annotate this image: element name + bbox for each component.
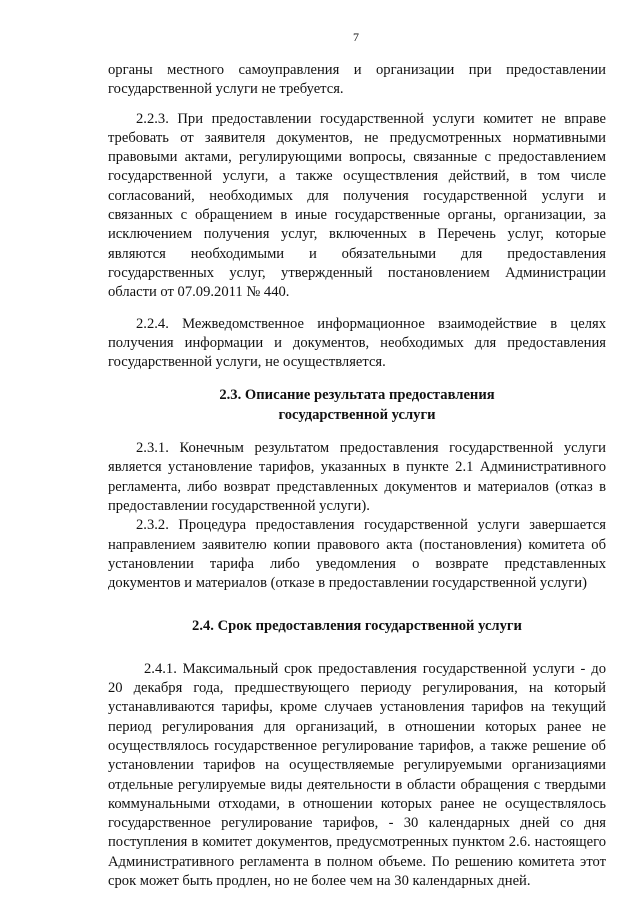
paragraph-2-4-1: 2.4.1. Максимальный срок предоставления государственной услуги - до 20 декабря года, предшествующего периоду регулирования, на который устанавливаются тарифы, кроме случаев установления тарифов на текущий период регулирования для организаций, в отношении которых ранее не осуществлялось государственное регулирование тарифов, а также решение об установлении тарифов на осуществляемые регулируемыми организациями отдельные регулируемые виды деятельности в области обращения с твердыми коммунальными отходами, в отношении которых ранее не осуществлялось государственное регулирование тарифов, - 30 календарных дней со дня поступления в комитет документов, предусмотренных пунктом 2.6. настоящего Административного регламента в полном объеме. По решению комитета этот срок может быть продлен, но не более чем на 30 календарных дней. xyxy=(108,660,606,889)
paragraph-continuation: органы местного самоуправления и организации при предоставлении государственной услуги не требуется. xyxy=(108,62,606,98)
paragraph-2-2-3: 2.2.3. При предоставлении государственной услуги комитет не вправе требовать от заявителя документов, не предусмотренных нормативными правовыми актами, регулирующими вопросы, связанные с предоставлением государственной услуги, а также осуществления действий, в том числе согласований, необходимых для получения государственной услуги и связанных с обращением в иные государственные органы, организации, за исключением получения услуг, включенных в Перечень услуг, которые являются необходимыми и обязательными для предоставления государственных услуг, утвержденный постановлением Администрации области от 07.09.2011 № 440. xyxy=(108,110,606,301)
section-heading-2-3-line1: 2.3. Описание результата предоставления xyxy=(219,387,495,404)
section-heading-2-3-line2: государственной услуги xyxy=(278,406,436,423)
section-heading-2-3 xyxy=(108,386,606,425)
document-page xyxy=(108,30,606,891)
section-heading-2-4: 2.4. Срок предоставления государственной услуги xyxy=(192,618,522,635)
paragraph-2-3-1: 2.3.1. Конечным результатом предоставления государственной услуги является установление тарифов, указанных в пункте 2.1 Административного регламента, либо возврат представленных документов и материалов (отказ в предоставлении государственной услуги). xyxy=(108,440,606,514)
page-number: 7 xyxy=(353,30,359,44)
paragraph-2-2-4: 2.2.4. Межведомственное информационное взаимодействие в целях получения информации и документов, необходимых для предоставления государственной услуги, не осуществляется. xyxy=(108,315,606,371)
paragraph-2-3-2: 2.3.2. Процедура предоставления государственной услуги завершается направлением заявителю копии правового акта (постановления) комитета об установлении тарифа либо уведомления о возврате представленных документов и материалов (отказе в предоставлении государственной услуги) xyxy=(108,517,606,592)
